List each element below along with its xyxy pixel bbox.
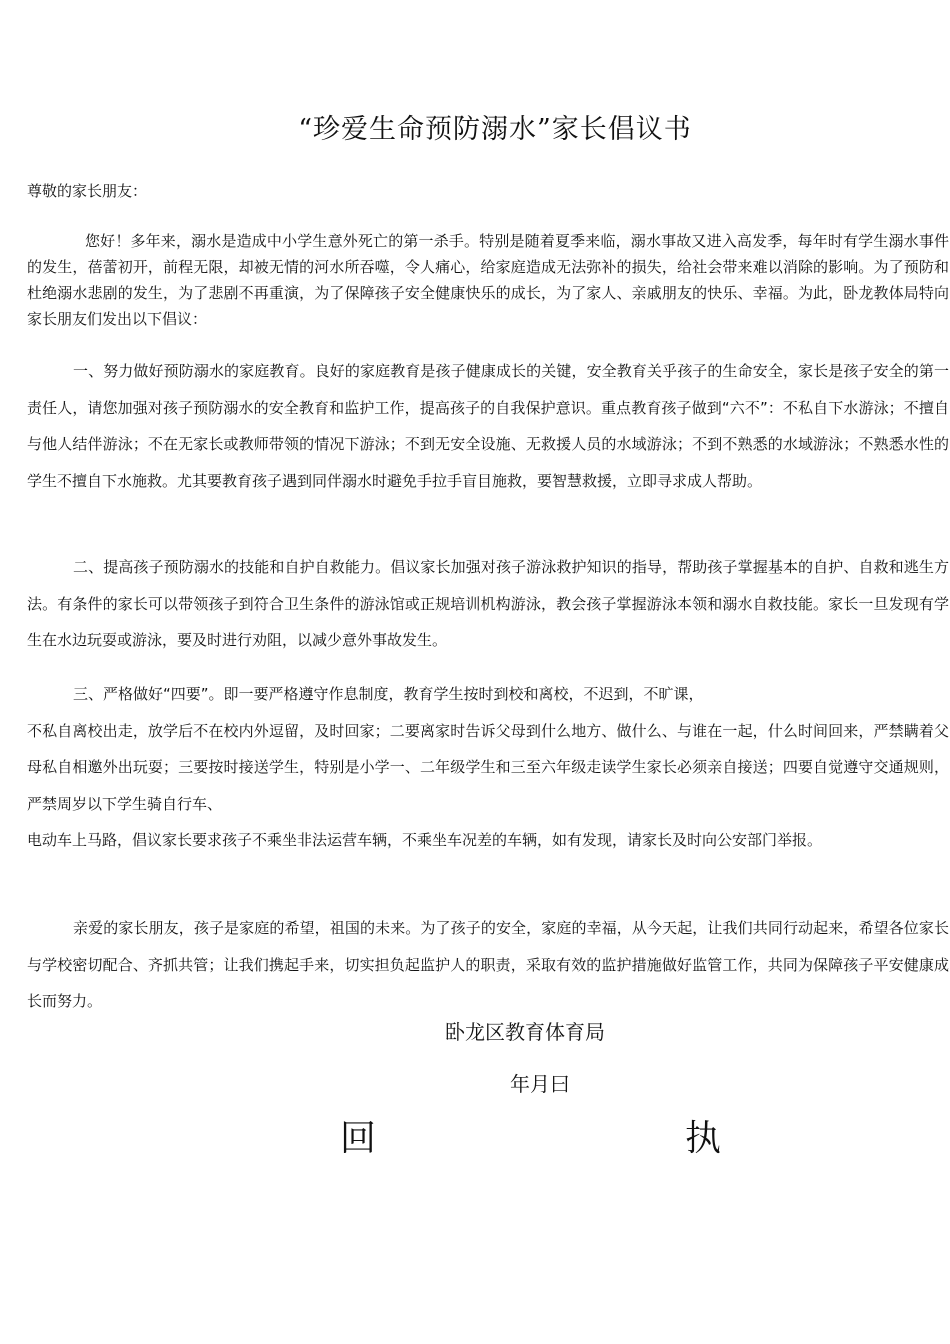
receipt-heading-left: 回 xyxy=(340,1118,377,1159)
intro-text: 您好！多年来，溺水是造成中小学生意外死亡的第一杀手。特别是随着夏季来临，溺水事故又进入高发季，每年时有学生溺水事件的发生，蓓蕾初开，前程无限，却被无情的河水所吞噬，令人痛心，给家庭造成无法弥补的损失，给社会带来难以消除的影响。为了预防和杜绝溺水悲剧的发生，为了悲剧不再重演，为了保障孩子安全健康快乐的成长，为了家人、亲戚朋友的快乐、幸福。为此，卧龙教体局特向家长朋友们发出以下倡议： xyxy=(27,232,949,328)
date-line: 年月曰 xyxy=(510,1072,570,1096)
section-1-paragraph: 一、努力做好预防溺水的家庭教育。良好的家庭教育是孩子健康成长的关键，安全教育关乎孩子的生命安全，家长是孩子安全的第一责任人，请您加强对孩子预防溺水的安全教育和监护工作，提高孩子的自我保护意识。重点教育孩子做到“六不”：不私自下水游泳；不擅自与他人结伴游泳；不在无家长或教师带领的情况下游泳；不到无安全设施、无救援人员的水域游泳；不到不熟悉的水域游泳；不熟悉水性的学生不擅自下水施救。尤其要教育孩子遇到同伴溺水时避免手拉手盲目施救，要智慧救援，立即寻求成人帮助。 xyxy=(27,362,949,490)
section-2-paragraph: 二、提高孩子预防溺水的技能和自护自救能力。倡议家长加强对孩子游泳救护知识的指导，帮助孩子掌握基本的自护、自救和逃生方法。有条件的家长可以带领孩子到符合卫生条件的游泳馆或正规培训机构游泳，教会孩子掌握游泳本领和溺水自救技能。家长一旦发现有学生在水边玩耍或游泳，要及时进行劝阻，以减少意外事故发生。 xyxy=(27,558,949,649)
closing-paragraph: 亲爱的家长朋友，孩子是家庭的希望，祖国的未来。为了孩子的安全，家庭的幸福，从今天起，让我们共同行动起来，希望各位家长与学校密切配合、齐抓共管；让我们携起手来，切实担负起监护人的职责，采取有效的监护措施做好监管工作，共同为保障孩子平安健康成长而努力。 xyxy=(27,919,949,1010)
receipt-heading-right: 执 xyxy=(685,1118,722,1159)
section-3-line-c: 电动车上马路，倡议家长要求孩子不乘坐非法运营车辆，不乘坐车况差的车辆，如有发现，请家长及时向公安部门举报。 xyxy=(27,831,823,849)
intro-paragraph xyxy=(27,228,949,332)
section-3-line-a: 三、严格做好“四要”。即一要严格遵守作息制度，教育学生按时到校和离校，不迟到，不旷课， xyxy=(73,685,704,703)
salutation: 尊敬的家长朋友： xyxy=(27,182,148,200)
section-3-paragraph xyxy=(27,676,949,859)
document-title: “珍爱生命预防溺水”家长倡议书 xyxy=(298,114,692,145)
section-3-line-b: 不私自离校出走，放学后不在校内外逗留，及时回家；二要离家时告诉父母到什么地方、做什么、与谁在一起，什么时间回来，严禁瞒着父母私自相邀外出玩耍；三要按时接送学生，特别是小学一、二年级学生和三至六年级走读学生家长必须亲自接送；四要自觉遵守交通规则，严禁周岁以下学生骑自行车、 xyxy=(27,721,949,813)
signer: 卧龙区教育体育局 xyxy=(445,1020,605,1044)
